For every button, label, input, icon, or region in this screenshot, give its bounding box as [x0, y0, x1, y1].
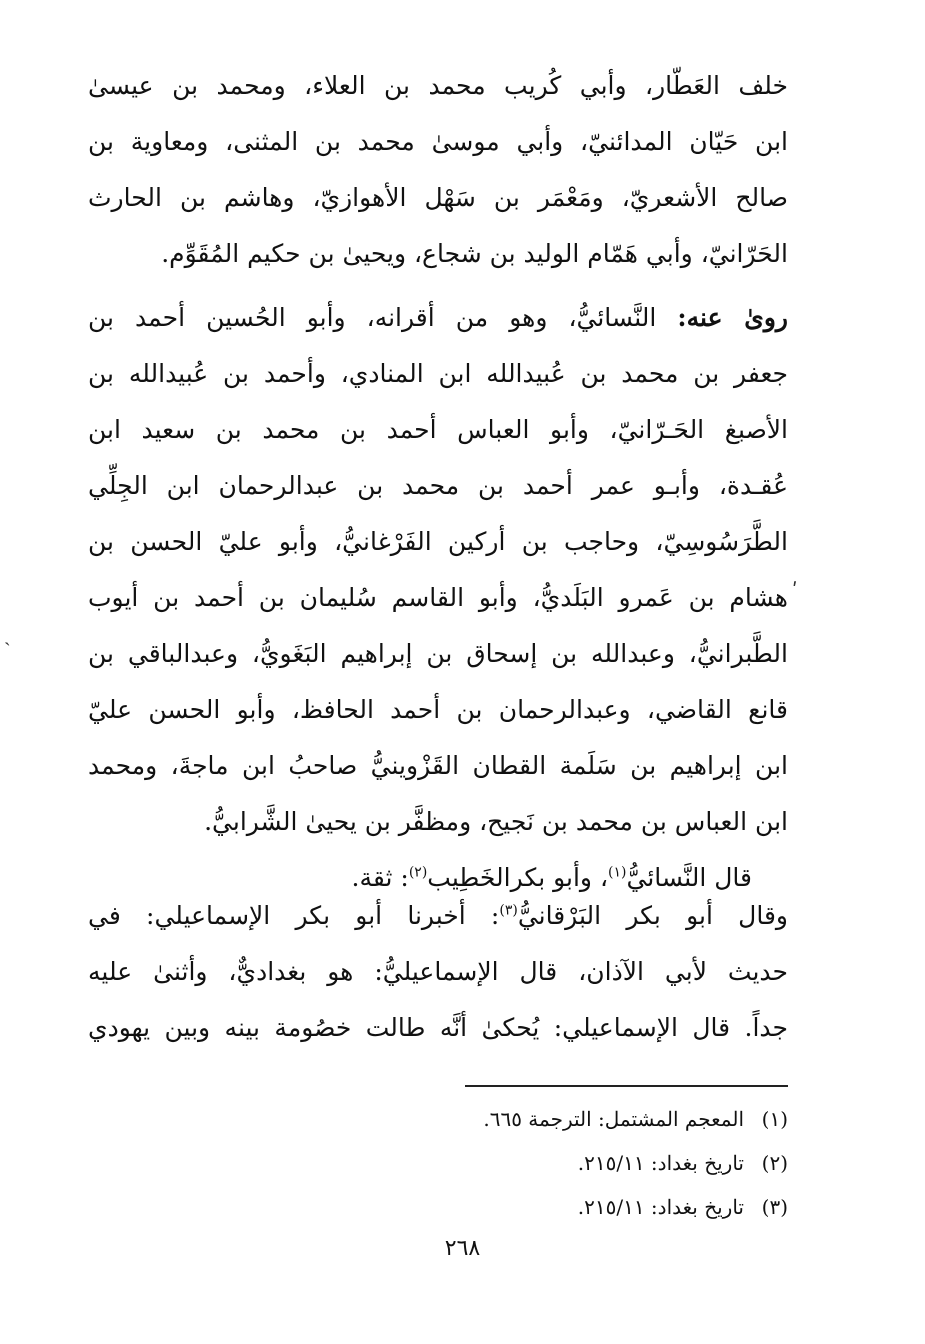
text-run: ، وأبو بكرالخَطِيب	[427, 863, 609, 892]
text-line: الأصبغ الحَـرّانيّ، وأبو العباس أحمد بن محمد بن سعيد ابن	[88, 415, 788, 444]
text-line: جداً. قال الإسماعيلي: يُحكىٰ أنَّه طالت خصُومة بينه وبين يهودي	[88, 1013, 788, 1042]
text-line: ابن العباس بن محمد بن نَجيح، ومظفَّر بن يحيىٰ الشَّرابيُّ.	[204, 807, 788, 836]
text-line: ابن إبراهيم بن سَلَمة القطان القَزْوينيُّ صاحبُ ابن ماجةَ، ومحمد	[88, 751, 788, 780]
text-line: قانع القاضي، وعبدالرحمان بن أحمد الحافظ، وأبو الحسن عليّ	[88, 695, 788, 724]
paragraph-students	[88, 290, 788, 906]
text-line: خلف العَطّار، وأبي كُريب محمد بن العلاء، ومحمد بن عيسىٰ	[88, 71, 788, 100]
narrated-by-label: روىٰ عنه:	[677, 303, 788, 332]
text-line: حديث لأبي الآذان، قال الإسماعيليُّ: هو بغداديٌّ، وأثنىٰ عليه	[88, 957, 788, 986]
text-line	[88, 888, 788, 944]
text-run: : ثقة.	[351, 863, 409, 892]
footnote-number: (٢)	[761, 1151, 788, 1175]
footnote-text: تاريخ بغداد: ٢١٥/١١.	[577, 1195, 744, 1219]
footnotes	[380, 1104, 788, 1236]
footnote-ref-3[interactable]: (٣)	[499, 902, 518, 919]
text-line	[88, 290, 788, 346]
footnote-item	[380, 1148, 788, 1192]
paragraph-teachers	[88, 58, 788, 282]
footnote-item	[380, 1192, 788, 1236]
text-run: النَّسائيُّ، وهو من أقرانه، وأبو الحُسين أحمد بن	[88, 303, 678, 332]
text-line: هشام بن عَمرو البَلَديُّ، وأبو القاسم سُليمان بن أحمد بن أيوب	[88, 583, 788, 612]
footnote-ref-2[interactable]: (٢)	[408, 864, 428, 881]
text-line: الحَرّانيّ، وأبي هَمّام الوليد بن شجاع، ويحيىٰ بن حكيم المُقَوِّم.	[161, 239, 788, 268]
text-run: : أخبرنا أبو بكر الإسماعيلي: في	[88, 901, 500, 930]
text-line: جعفر بن محمد بن عُبيدالله ابن المنادي، وأحمد بن عُبيدالله بن	[88, 359, 788, 388]
text-line: عُقـدة، وأبـو عمر أحمد بن محمد بن عبدالرحمان ابن الجِلِّي	[88, 471, 788, 500]
footnote-number: (٣)	[761, 1195, 788, 1219]
margin-tick-mark: ʹ	[792, 578, 798, 602]
paragraph-barqani	[88, 888, 788, 1056]
text-line: الطَّرَسُوسِيّ، وحاجب بن أركين الفَرْغانيُّ، وأبو عليّ الحسن بن	[88, 527, 788, 556]
footnote-text: المعجم المشتمل: الترجمة ٦٦٥.	[483, 1107, 744, 1131]
footnote-text: تاريخ بغداد: ٢١٥/١١.	[577, 1151, 744, 1175]
footnote-ref-1[interactable]: (١)	[608, 864, 627, 881]
margin-tick-mark: ˏ	[4, 622, 11, 646]
text-line: صالح الأشعريّ، ومَعْمَر بن سَهْل الأهوازيّ، وهاشم بن الحارث	[88, 183, 788, 212]
footnote-separator	[465, 1085, 788, 1087]
footnote-number: (١)	[761, 1107, 788, 1131]
footnote-item	[380, 1104, 788, 1148]
text-run: قال النَّسائيُّ	[626, 863, 752, 892]
page-number: ٢٦٨	[444, 1236, 481, 1261]
text-run: وقال أبو بكر البَرْقانيُّ	[517, 901, 788, 930]
text-line: الطَّبرانيُّ، وعبدالله بن إسحاق بن إبراهيم البَغَويُّ، وعبدالباقي بن	[88, 639, 788, 668]
text-line: ابن حَيّان المدائنيّ، وأبي موسىٰ محمد بن المثنى، ومعاوية بن	[88, 127, 788, 156]
